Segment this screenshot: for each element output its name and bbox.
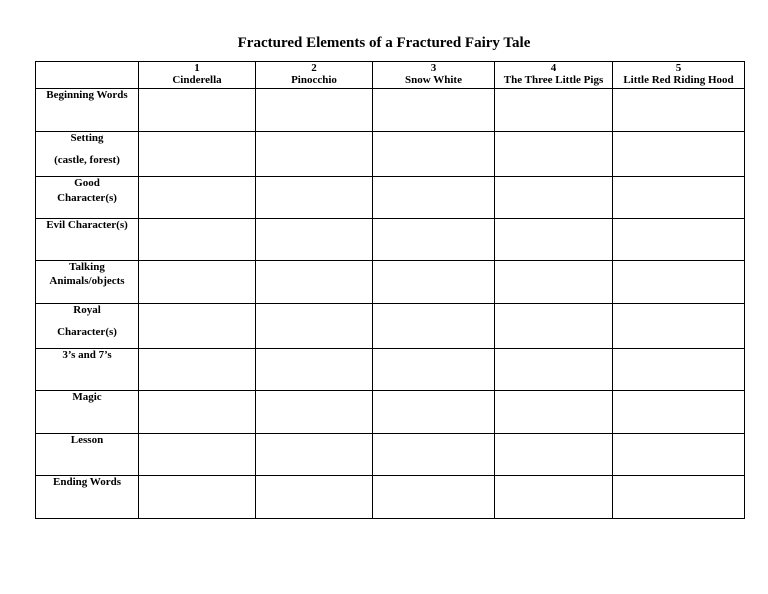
entry-cell[interactable] [139, 177, 256, 219]
header-row [36, 62, 745, 89]
column-title: Snow White [405, 74, 462, 86]
entry-cell[interactable] [495, 261, 613, 304]
row-label [36, 261, 139, 304]
entry-cell[interactable] [373, 219, 495, 261]
entry-cell[interactable] [373, 132, 495, 177]
table-row [36, 434, 745, 476]
entry-cell[interactable] [256, 89, 373, 132]
row-label-line: Good [74, 177, 100, 189]
entry-cell[interactable] [613, 89, 745, 132]
entry-cell[interactable] [613, 261, 745, 304]
column-title: Little Red Riding Hood [623, 74, 734, 86]
entry-cell[interactable] [373, 434, 495, 476]
column-header-5 [613, 62, 745, 89]
entry-cell[interactable] [613, 434, 745, 476]
row-label [36, 391, 139, 434]
entry-cell[interactable] [613, 349, 745, 391]
entry-cell[interactable] [373, 476, 495, 519]
row-label [36, 219, 139, 261]
row-label-line: Character(s) [57, 326, 117, 338]
fairy-tale-chart [35, 61, 745, 519]
entry-cell[interactable] [139, 434, 256, 476]
table-row [36, 391, 745, 434]
entry-cell[interactable] [139, 89, 256, 132]
entry-cell[interactable] [373, 89, 495, 132]
table-row [36, 219, 745, 261]
entry-cell[interactable] [373, 304, 495, 349]
row-label [36, 304, 139, 349]
row-label-line: Talking [69, 261, 105, 273]
column-title: Cinderella [172, 74, 222, 86]
column-number: 5 [675, 62, 682, 74]
row-label-line: Character(s) [57, 192, 117, 204]
column-number: 1 [194, 62, 200, 74]
entry-cell[interactable] [495, 434, 613, 476]
entry-cell[interactable] [139, 132, 256, 177]
entry-cell[interactable] [256, 177, 373, 219]
column-header-3 [373, 62, 495, 89]
entry-cell[interactable] [139, 476, 256, 519]
entry-cell[interactable] [495, 219, 613, 261]
row-label-line: Lesson [70, 434, 104, 446]
row-label-line: Beginning Words [46, 89, 128, 101]
row-label-line: Magic [72, 391, 102, 403]
entry-cell[interactable] [613, 476, 745, 519]
column-title: The Three Little Pigs [503, 74, 604, 86]
entry-cell[interactable] [373, 349, 495, 391]
table-row [36, 261, 745, 304]
row-label-line: (castle, forest) [54, 154, 120, 166]
entry-cell[interactable] [256, 219, 373, 261]
entry-cell[interactable] [373, 177, 495, 219]
entry-cell[interactable] [495, 349, 613, 391]
row-label-line: Royal [73, 304, 101, 316]
table-row [36, 476, 745, 519]
column-header-1 [139, 62, 256, 89]
row-label [36, 434, 139, 476]
row-label [36, 349, 139, 391]
entry-cell[interactable] [139, 261, 256, 304]
entry-cell[interactable] [495, 177, 613, 219]
table-row [36, 89, 745, 132]
entry-cell[interactable] [495, 391, 613, 434]
table-row [36, 132, 745, 177]
entry-cell[interactable] [256, 261, 373, 304]
entry-cell[interactable] [613, 177, 745, 219]
entry-cell[interactable] [256, 476, 373, 519]
column-number: 4 [550, 62, 557, 74]
column-number: 3 [430, 62, 437, 74]
table-row [36, 304, 745, 349]
entry-cell[interactable] [373, 391, 495, 434]
page-title: Fractured Elements of a Fractured Fairy Tale [237, 35, 531, 51]
column-title: Pinocchio [291, 74, 337, 86]
table-row [36, 177, 745, 219]
entry-cell[interactable] [613, 304, 745, 349]
entry-cell[interactable] [495, 132, 613, 177]
column-header-4 [495, 62, 613, 89]
entry-cell[interactable] [256, 434, 373, 476]
entry-cell[interactable] [139, 349, 256, 391]
entry-cell[interactable] [256, 304, 373, 349]
entry-cell[interactable] [613, 391, 745, 434]
entry-cell[interactable] [613, 132, 745, 177]
entry-cell[interactable] [139, 219, 256, 261]
row-label [36, 177, 139, 219]
row-label-line: Ending Words [53, 476, 121, 488]
entry-cell[interactable] [495, 89, 613, 132]
table-row [36, 349, 745, 391]
entry-cell[interactable] [495, 476, 613, 519]
row-label [36, 476, 139, 519]
column-number: 2 [311, 62, 317, 74]
entry-cell[interactable] [256, 391, 373, 434]
row-label-line: 3’s and 7’s [62, 349, 112, 361]
entry-cell[interactable] [256, 132, 373, 177]
entry-cell[interactable] [495, 304, 613, 349]
row-label [36, 89, 139, 132]
row-label-line: Evil Character(s) [46, 219, 128, 231]
entry-cell[interactable] [373, 261, 495, 304]
entry-cell[interactable] [139, 304, 256, 349]
column-header-2 [256, 62, 373, 89]
row-label-line: Setting [70, 132, 104, 144]
corner-cell [36, 62, 139, 89]
row-label-line: Animals/objects [49, 275, 125, 287]
entry-cell[interactable] [613, 219, 745, 261]
row-label [36, 132, 139, 177]
entry-cell[interactable] [139, 391, 256, 434]
entry-cell[interactable] [256, 349, 373, 391]
